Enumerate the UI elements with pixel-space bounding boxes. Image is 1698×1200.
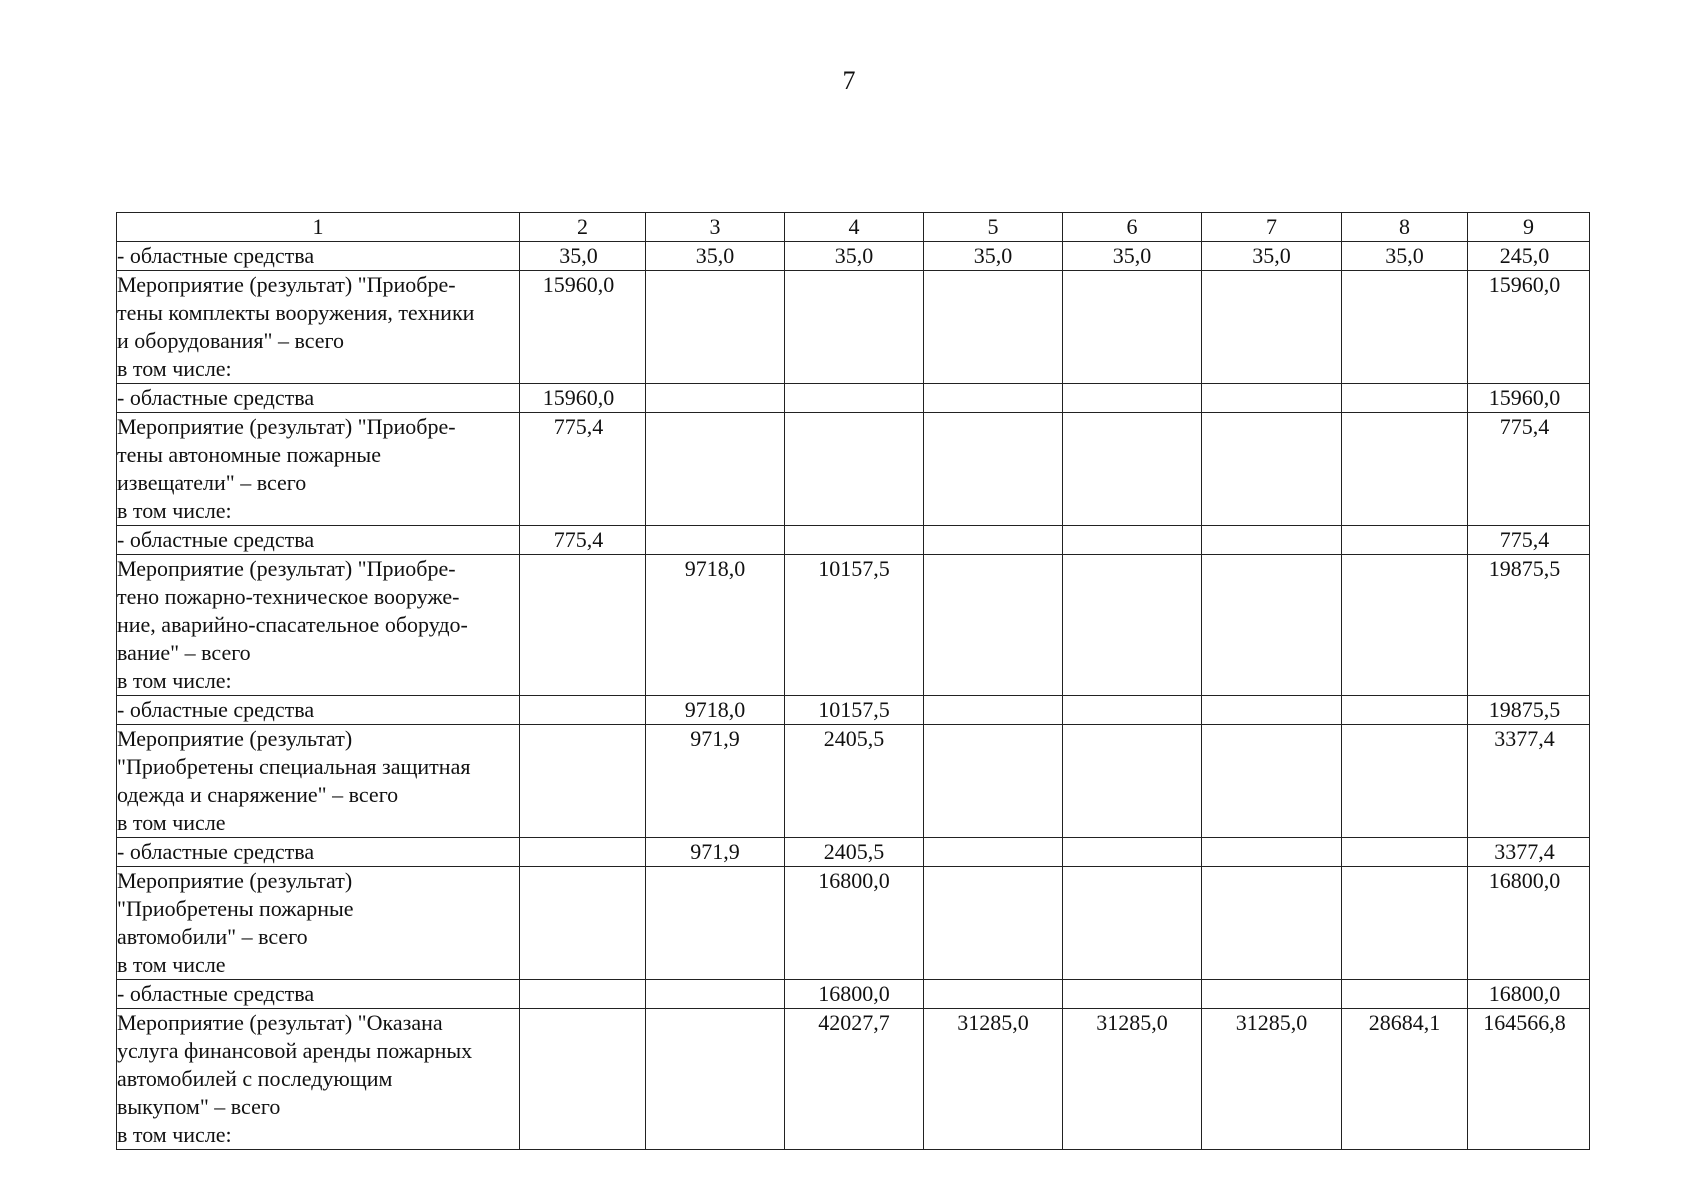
value-cell-col-7	[1202, 555, 1342, 696]
value-cell-col-9: 3377,4	[1468, 725, 1590, 838]
value-cell-col-3	[646, 384, 785, 413]
row-name-cell	[117, 413, 520, 526]
row-name-line: автомобилей с последующим	[117, 1066, 393, 1091]
value-cell-col-9: 245,0	[1468, 242, 1590, 271]
table-header-row	[117, 213, 1590, 242]
value-cell-col-5	[924, 526, 1063, 555]
value-cell-col-3	[646, 867, 785, 980]
value-cell-col-6	[1063, 838, 1202, 867]
value-cell-col-4: 10157,5	[785, 696, 924, 725]
value-cell-col-7: 31285,0	[1202, 1009, 1342, 1150]
value-cell-col-2: 775,4	[520, 526, 646, 555]
row-name-line: Мероприятие (результат) "Оказана	[117, 1010, 443, 1035]
value-cell-col-5: 35,0	[924, 242, 1063, 271]
value-cell-col-8	[1342, 271, 1468, 384]
row-name-line: и оборудования" – всего	[117, 328, 345, 353]
row-name-cell	[117, 696, 520, 725]
value-cell-col-8	[1342, 555, 1468, 696]
value-cell-col-3	[646, 526, 785, 555]
table-row	[117, 838, 1590, 867]
value-cell-col-2	[520, 696, 646, 725]
value-cell-col-7	[1202, 413, 1342, 526]
row-name-line: в том числе	[117, 810, 226, 835]
value-cell-col-8	[1342, 696, 1468, 725]
value-cell-col-9: 164566,8	[1468, 1009, 1590, 1150]
value-cell-col-5	[924, 725, 1063, 838]
value-cell-col-8	[1342, 867, 1468, 980]
value-cell-col-9: 16800,0	[1468, 980, 1590, 1009]
value-cell-col-8	[1342, 526, 1468, 555]
row-name-line: вание" – всего	[117, 640, 251, 665]
value-cell-col-4: 2405,5	[785, 725, 924, 838]
column-number-7: 7	[1202, 213, 1342, 242]
value-cell-col-7: 35,0	[1202, 242, 1342, 271]
row-name-line: в том числе:	[117, 1122, 232, 1147]
value-cell-col-7	[1202, 867, 1342, 980]
row-name-cell	[117, 526, 520, 555]
value-cell-col-6: 35,0	[1063, 242, 1202, 271]
value-cell-col-7	[1202, 980, 1342, 1009]
row-name-line: Мероприятие (результат) "Приобре-	[117, 272, 456, 297]
value-cell-col-2	[520, 980, 646, 1009]
value-cell-col-5	[924, 838, 1063, 867]
value-cell-col-9: 775,4	[1468, 526, 1590, 555]
row-name-line: Мероприятие (результат) "Приобре-	[117, 414, 456, 439]
table-row	[117, 413, 1590, 526]
row-name-line: выкупом" – всего	[117, 1094, 281, 1119]
value-cell-col-9: 19875,5	[1468, 555, 1590, 696]
value-cell-col-6	[1063, 384, 1202, 413]
value-cell-col-2	[520, 838, 646, 867]
value-cell-col-7	[1202, 526, 1342, 555]
row-name-line: - областные средства	[117, 981, 315, 1006]
table-row	[117, 526, 1590, 555]
value-cell-col-9: 19875,5	[1468, 696, 1590, 725]
value-cell-col-8: 28684,1	[1342, 1009, 1468, 1150]
row-name-line: одежда и снаряжение" – всего	[117, 782, 399, 807]
value-cell-col-6: 31285,0	[1063, 1009, 1202, 1150]
value-cell-col-3: 9718,0	[646, 696, 785, 725]
row-name-cell	[117, 867, 520, 980]
value-cell-col-2	[520, 867, 646, 980]
value-cell-col-5	[924, 980, 1063, 1009]
value-cell-col-9: 15960,0	[1468, 384, 1590, 413]
row-name-cell	[117, 242, 520, 271]
value-cell-col-9: 16800,0	[1468, 867, 1590, 980]
value-cell-col-7	[1202, 725, 1342, 838]
row-name-line: в том числе	[117, 952, 226, 977]
value-cell-col-9: 3377,4	[1468, 838, 1590, 867]
row-name-line: ние, аварийно-спасательное оборудо-	[117, 612, 468, 637]
table-row	[117, 271, 1590, 384]
value-cell-col-2: 35,0	[520, 242, 646, 271]
row-name-line: в том числе:	[117, 498, 232, 523]
value-cell-col-6	[1063, 696, 1202, 725]
table-row	[117, 242, 1590, 271]
row-name-line: в том числе:	[117, 356, 232, 381]
value-cell-col-8	[1342, 980, 1468, 1009]
row-name-line: Мероприятие (результат)	[117, 726, 353, 751]
table-row	[117, 1009, 1590, 1150]
value-cell-col-3	[646, 980, 785, 1009]
value-cell-col-7	[1202, 838, 1342, 867]
row-name-line: - областные средства	[117, 243, 315, 268]
value-cell-col-5: 31285,0	[924, 1009, 1063, 1150]
column-number-6: 6	[1063, 213, 1202, 242]
row-name-line: - областные средства	[117, 385, 315, 410]
value-cell-col-3: 971,9	[646, 725, 785, 838]
value-cell-col-3: 35,0	[646, 242, 785, 271]
value-cell-col-8	[1342, 725, 1468, 838]
value-cell-col-3: 9718,0	[646, 555, 785, 696]
row-name-line: "Приобретены пожарные	[117, 896, 354, 921]
column-number-4: 4	[785, 213, 924, 242]
value-cell-col-6	[1063, 526, 1202, 555]
value-cell-col-8: 35,0	[1342, 242, 1468, 271]
value-cell-col-4	[785, 413, 924, 526]
value-cell-col-5	[924, 413, 1063, 526]
value-cell-col-6	[1063, 725, 1202, 838]
column-number-1: 1	[117, 213, 520, 242]
column-number-2: 2	[520, 213, 646, 242]
column-number-8: 8	[1342, 213, 1468, 242]
row-name-line: - областные средства	[117, 839, 315, 864]
table-row	[117, 696, 1590, 725]
value-cell-col-4: 10157,5	[785, 555, 924, 696]
value-cell-col-2: 775,4	[520, 413, 646, 526]
value-cell-col-3: 971,9	[646, 838, 785, 867]
value-cell-col-4: 16800,0	[785, 867, 924, 980]
value-cell-col-2	[520, 1009, 646, 1150]
value-cell-col-7	[1202, 696, 1342, 725]
value-cell-col-3	[646, 1009, 785, 1150]
value-cell-col-6	[1063, 867, 1202, 980]
page-number: 7	[842, 66, 856, 95]
value-cell-col-8	[1342, 838, 1468, 867]
value-cell-col-6	[1063, 555, 1202, 696]
table-row	[117, 867, 1590, 980]
value-cell-col-6	[1063, 980, 1202, 1009]
value-cell-col-2: 15960,0	[520, 384, 646, 413]
row-name-line: тены автономные пожарные	[117, 442, 381, 467]
value-cell-col-4	[785, 271, 924, 384]
table-row	[117, 384, 1590, 413]
value-cell-col-2	[520, 725, 646, 838]
value-cell-col-4	[785, 384, 924, 413]
value-cell-col-8	[1342, 384, 1468, 413]
row-name-line: извещатели" – всего	[117, 470, 307, 495]
value-cell-col-3	[646, 271, 785, 384]
value-cell-col-3	[646, 413, 785, 526]
row-name-line: услуга финансовой аренды пожарных	[117, 1038, 473, 1063]
row-name-line: автомобили" – всего	[117, 924, 308, 949]
value-cell-col-5	[924, 384, 1063, 413]
value-cell-col-2	[520, 555, 646, 696]
value-cell-col-7	[1202, 271, 1342, 384]
value-cell-col-5	[924, 555, 1063, 696]
row-name-cell	[117, 271, 520, 384]
value-cell-col-4: 42027,7	[785, 1009, 924, 1150]
row-name-cell	[117, 1009, 520, 1150]
value-cell-col-4: 35,0	[785, 242, 924, 271]
row-name-line: тено пожарно-техническое вооруже-	[117, 584, 460, 609]
row-name-line: - областные средства	[117, 527, 315, 552]
column-number-3: 3	[646, 213, 785, 242]
value-cell-col-5	[924, 271, 1063, 384]
row-name-cell	[117, 555, 520, 696]
value-cell-col-6	[1063, 271, 1202, 384]
table-row	[117, 555, 1590, 696]
column-number-5: 5	[924, 213, 1063, 242]
value-cell-col-2: 15960,0	[520, 271, 646, 384]
row-name-line: тены комплекты вооружения, техники	[117, 300, 475, 325]
row-name-cell	[117, 725, 520, 838]
table-row	[117, 980, 1590, 1009]
value-cell-col-7	[1202, 384, 1342, 413]
row-name-line: "Приобретены специальная защитная	[117, 754, 471, 779]
value-cell-col-9: 775,4	[1468, 413, 1590, 526]
value-cell-col-6	[1063, 413, 1202, 526]
column-number-9: 9	[1468, 213, 1590, 242]
row-name-cell	[117, 384, 520, 413]
value-cell-col-5	[924, 867, 1063, 980]
row-name-line: Мероприятие (результат) "Приобре-	[117, 556, 456, 581]
row-name-line: в том числе:	[117, 668, 232, 693]
table-row	[117, 725, 1590, 838]
value-cell-col-5	[924, 696, 1063, 725]
value-cell-col-4: 2405,5	[785, 838, 924, 867]
row-name-cell	[117, 838, 520, 867]
row-name-line: Мероприятие (результат)	[117, 868, 353, 893]
value-cell-col-8	[1342, 413, 1468, 526]
budget-table	[116, 212, 1590, 1150]
value-cell-col-4	[785, 526, 924, 555]
value-cell-col-4: 16800,0	[785, 980, 924, 1009]
row-name-cell	[117, 980, 520, 1009]
row-name-line: - областные средства	[117, 697, 315, 722]
value-cell-col-9: 15960,0	[1468, 271, 1590, 384]
